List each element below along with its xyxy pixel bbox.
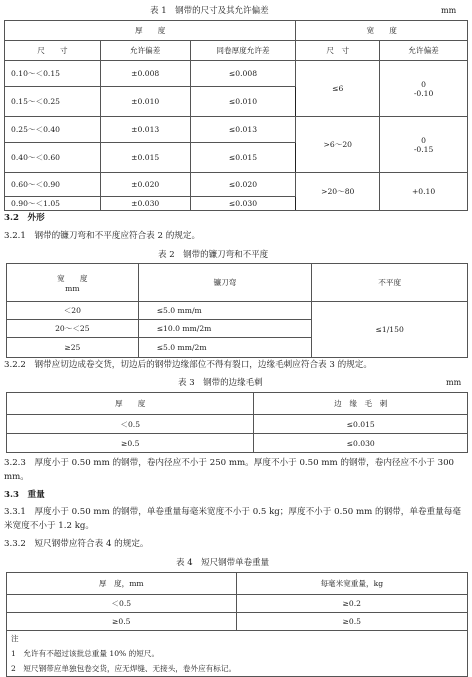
table1-unit: mm — [441, 6, 457, 15]
table-cell: ±0.015 — [100, 143, 190, 173]
table-row: ＜0.5 — [7, 415, 254, 434]
tol-lower: -0.15 — [413, 144, 434, 154]
table-cell: ≥0.5 — [236, 613, 468, 631]
table-row: 0.15～＜0.25 — [5, 87, 101, 117]
tol-lower: -0.10 — [413, 88, 434, 98]
table-cell: ≤5.0 mm/m — [138, 302, 312, 320]
table-cell: ≤0.013 — [190, 117, 296, 143]
table3-caption: 表 3 钢带的边缘毛刺 — [178, 378, 263, 388]
table-cell: ≤0.010 — [190, 87, 296, 117]
table4-caption: 表 4 短尺钢带单卷重量 — [176, 558, 270, 568]
table-row: 0.25～＜0.40 — [5, 117, 101, 143]
table-row: ＜20 — [7, 302, 139, 320]
table-cell: ±0.020 — [100, 173, 190, 197]
paragraph-3-2-2: 3.2.2 钢带应切边成卷交货，切边后的钢带边缘部位不得有裂口，边缘毛刺应符合表 3 的规定。 — [4, 360, 372, 370]
table2-col-width — [7, 264, 139, 302]
table2-col-flat: 不平度 — [312, 264, 468, 302]
table3-unit: mm — [446, 378, 462, 387]
table-cell: ±0.008 — [100, 61, 190, 87]
table-row: 0.40～＜0.60 — [5, 143, 101, 173]
table-row: 0.90～＜1.05 — [5, 197, 101, 211]
table3-col-burr: 边 缘 毛 刺 — [254, 393, 468, 415]
note-item: 1 允许有不超过该批总重量 10% 的短尺。 — [11, 649, 160, 658]
table3 — [6, 392, 468, 453]
table2-col-camber: 镰刀弯 — [138, 264, 312, 302]
table2-col-width-label: 宽 度 — [57, 273, 88, 283]
section-3-3-heading: 3.3 重量 — [4, 490, 45, 500]
tol-upper: 0 — [421, 79, 426, 89]
table-cell: ≤6 — [296, 61, 380, 117]
table-cell — [380, 117, 468, 173]
paragraph-3-2-1: 3.2.1 钢带的镰刀弯和不平度应符合表 2 的规定。 — [4, 231, 201, 241]
table-cell: ±0.030 — [100, 197, 190, 211]
table1-col-w-size: 尺 寸 — [296, 41, 380, 61]
table1-caption: 表 1 钢带的尺寸及其允许偏差 — [150, 6, 269, 16]
note-title: 注 — [11, 634, 19, 643]
table-row: ≥25 — [7, 338, 139, 358]
note-item: 2 短尺钢带应单独包卷交货，应无焊缝、无接头，卷外应有标记。 — [11, 664, 237, 673]
table1-col-tol: 允许偏差 — [100, 41, 190, 61]
table-cell: ±0.010 — [100, 87, 190, 117]
table1-col-size: 尺 寸 — [5, 41, 101, 61]
table-cell: ≤0.030 — [254, 434, 468, 453]
table-cell: ≤5.0 mm/2m — [138, 338, 312, 358]
table-cell: ≤10.0 mm/2m — [138, 320, 312, 338]
table1-head-thickness: 厚 度 — [5, 21, 296, 41]
table4-col-thick: 厚 度，mm — [7, 573, 237, 595]
table-cell: ≤1/150 — [312, 302, 468, 358]
table-cell: ≥0.2 — [236, 595, 468, 613]
section-3-2-heading: 3.2 外形 — [4, 213, 45, 223]
paragraph-3-3-2: 3.3.2 短尺钢带应符合表 4 的规定。 — [4, 539, 149, 549]
table-cell — [380, 61, 468, 117]
table-cell: ≤0.020 — [190, 173, 296, 197]
table-row: 20～＜25 — [7, 320, 139, 338]
table-cell: >6～20 — [296, 117, 380, 173]
table-row: 0.60～＜0.90 — [5, 173, 101, 197]
tol-upper: 0 — [421, 135, 426, 145]
paragraph-3-3-1: 3.3.1 厚度小于 0.50 mm 的钢带，单卷重量每毫米宽度不小于 0.5 kg；厚度不小于 0.50 mm 的钢带，单卷重量每毫米宽度不小于 1.2 kg。 — [4, 507, 461, 531]
table-cell: >20～80 — [296, 173, 380, 211]
table-cell: ≤0.015 — [254, 415, 468, 434]
table3-col-thick: 厚 度 — [7, 393, 254, 415]
table-row: ≥0.5 — [7, 613, 237, 631]
table-row: 0.10～＜0.15 — [5, 61, 101, 87]
table2 — [6, 263, 468, 358]
table-cell: ±0.013 — [100, 117, 190, 143]
table2-col-width-unit: mm — [65, 283, 80, 293]
table4 — [6, 572, 468, 677]
table-row: ≥0.5 — [7, 434, 254, 453]
table-cell: +0.10 — [380, 173, 468, 211]
table-row: ＜0.5 — [7, 595, 237, 613]
paragraph-3-2-3: 3.2.3 厚度小于 0.50 mm 的钢带，卷内径应不小于 250 mm。厚度不小于 0.50 mm 的钢带，卷内径应不小于 300 mm。 — [4, 458, 455, 482]
table-cell: ≤0.015 — [190, 143, 296, 173]
table1-head-width: 宽 度 — [296, 21, 468, 41]
table1-col-same-coil: 同卷厚度允许差 — [190, 41, 296, 61]
table4-notes — [7, 631, 468, 677]
table2-caption: 表 2 钢带的镰刀弯和不平度 — [158, 250, 269, 260]
table-cell: ≤0.030 — [190, 197, 296, 211]
table1 — [4, 20, 468, 211]
table1-col-w-tol: 允许偏差 — [380, 41, 468, 61]
table-cell: ≤0.008 — [190, 61, 296, 87]
table4-col-weight: 每毫米宽重量，kg — [236, 573, 468, 595]
